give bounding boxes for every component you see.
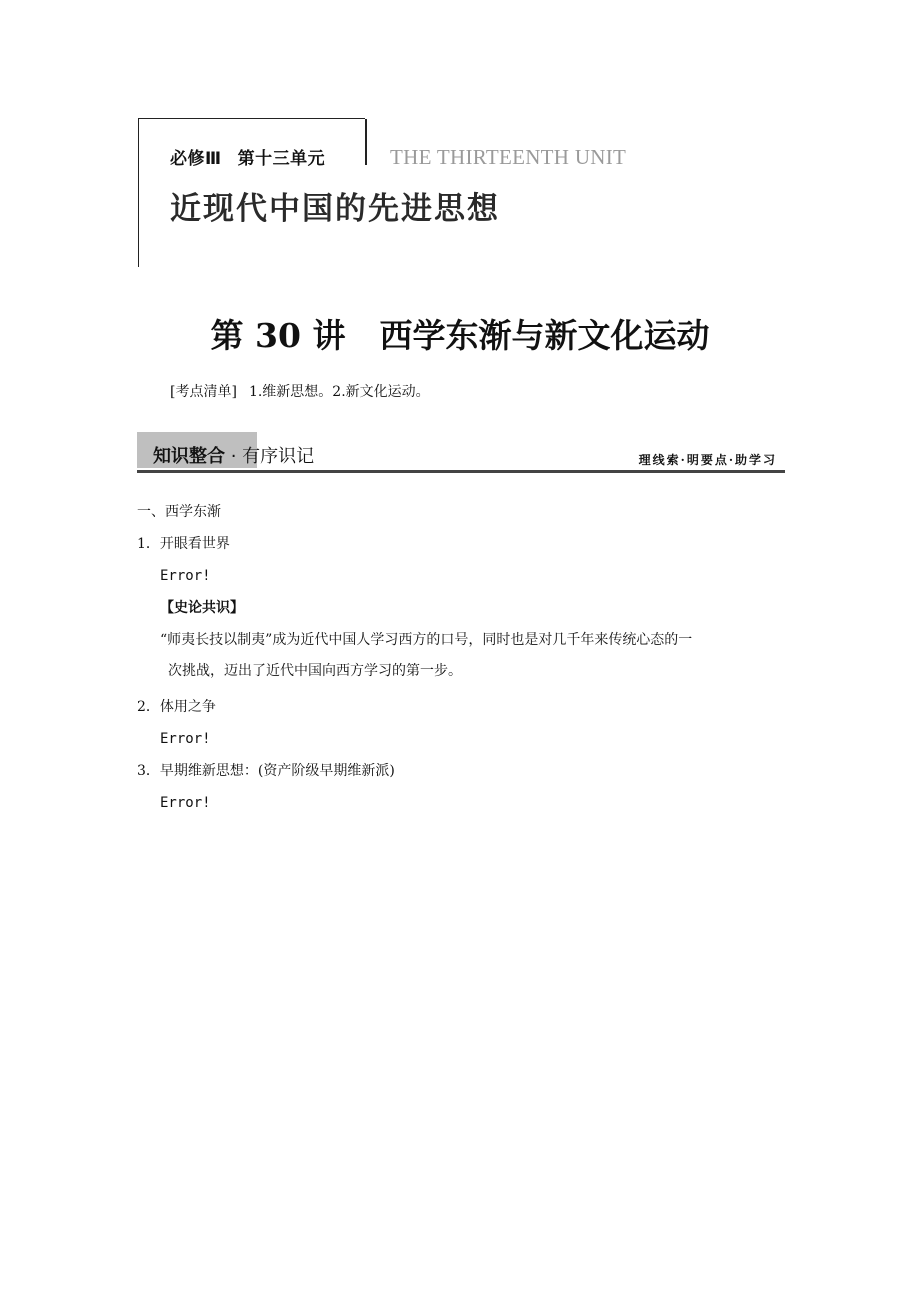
- kaodian-content: 1.维新思想。2.新文化运动。: [248, 384, 430, 400]
- section-tab-text: [153, 442, 314, 468]
- shilun-line-2: 次挑战，迈出了近代中国向西方学习的第一步。: [168, 663, 462, 679]
- unit-title: 近现代中国的先进思想: [170, 191, 500, 227]
- section-tab-strong: 知识整合: [153, 446, 225, 467]
- section-tab-sub: 有序识记: [242, 446, 315, 467]
- lecture-number: 第 30 讲: [210, 316, 346, 355]
- unit-compulsory: 必修Ⅲ: [170, 149, 222, 169]
- unit-number: 第十三单元: [237, 149, 326, 169]
- section-tab-dot: ·: [225, 446, 243, 467]
- kaodian-list: [170, 381, 430, 401]
- item-1-heading: 1．开眼看世界: [137, 536, 230, 552]
- item-2-heading: 2．体用之争: [137, 699, 216, 715]
- section-header: [137, 432, 785, 474]
- unit-label: [170, 144, 325, 169]
- lecture-name: 西学东渐与新文化运动: [379, 316, 710, 355]
- unit-english-title: THE THIRTEENTH UNIT: [390, 145, 627, 169]
- kaodian-label: [考点清单]: [170, 384, 237, 400]
- shilun-line-1: “师夷长技以制夷”成为近代中国人学习西方的口号，同时也是对几千年来传统心态的一: [160, 632, 693, 648]
- shilun-label: 【史论共识】: [160, 600, 244, 616]
- item-3-body: Error!: [160, 795, 211, 811]
- item-1-body: Error!: [160, 568, 211, 584]
- section-divider: [137, 470, 785, 473]
- item-2-body: Error!: [160, 731, 211, 747]
- heading-xixue-dongjian: 一、西学东渐: [137, 504, 221, 520]
- section-tagline: 理线索·明要点·助学习: [638, 453, 777, 467]
- lecture-title: [0, 310, 920, 357]
- item-3-heading: 3．早期维新思想：(资产阶级早期维新派): [137, 763, 395, 779]
